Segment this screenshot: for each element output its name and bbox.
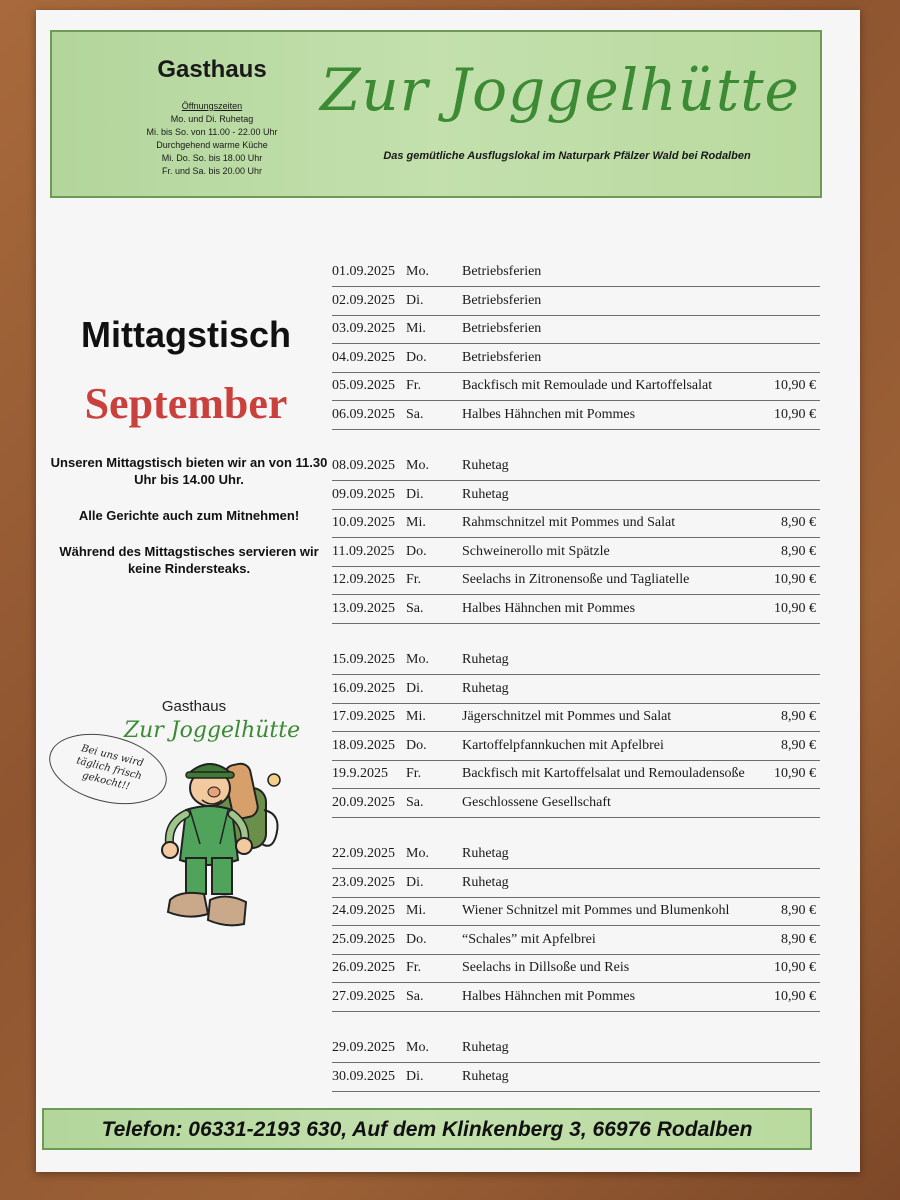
menu-dish: Ruhetag [462,846,509,861]
menu-row [332,260,820,287]
menu-date: 30.09.2025 [332,1068,395,1084]
opening-hours-line: Mo. und Di. Ruhetag [170,114,254,124]
menu-row [332,677,820,704]
opening-hours-title: Öffnungszeiten [181,101,243,111]
menu-date: 08.09.2025 [332,458,395,473]
menu-dish: Rahmschnitzel mit Pommes und Salat [462,515,676,531]
note-serving-time: Unseren Mittagstisch bieten wir an von 11.30 Uhr bis 14.00 Uhr. [50,455,328,487]
menu-row [332,483,820,510]
speech-bubble-text: Bei uns wird täglich frisch gekocht!! [75,743,145,793]
menu-dish: Jägerschnitzel mit Pommes und Salat [462,709,672,725]
menu-weekday: Fr. [406,572,422,588]
menu-price: 8,90 € [781,515,816,531]
menu-weekday: Do. [406,737,427,753]
menu-dish: Ruhetag [462,458,509,473]
menu-weekday: Di. [406,292,424,308]
menu-dish: Halbes Hähnchen mit Pommes [462,989,636,1004]
opening-hours-line: Fr. und Sa. bis 20.00 Uhr [161,166,263,176]
menu-date: 22.09.2025 [332,846,395,861]
contact-info: Telefon: 06331-2193 630, Auf dem Klinkenberg 3, 66976 Rodalben [101,1118,753,1141]
menu-date: 10.09.2025 [332,515,395,531]
menu-date: 06.09.2025 [332,407,395,422]
menu-weekday: Di. [406,1068,424,1084]
menu-weekday: Mi. [406,709,426,725]
menu-dish: Ruhetag [462,1068,509,1084]
menu-weekday: Fr. [406,766,422,782]
menu-row [332,842,820,869]
menu-row [332,705,820,732]
menu-price: 8,90 € [781,737,816,753]
menu-weekday: Sa. [406,601,424,616]
menu-date: 05.09.2025 [332,378,395,394]
menu-weekday: Sa. [406,795,424,810]
menu-weekday: Do. [406,931,427,947]
menu-date: 12.09.2025 [332,572,395,588]
menu-date: 23.09.2025 [332,874,395,890]
menu-weekday: Do. [406,349,427,365]
menu-dish: Backfisch mit Remoulade und Kartoffelsalat [462,378,713,394]
menu-row [332,346,820,373]
menu-dish: Betriebsferien [462,264,542,279]
logo-gasthaus-label: Gasthaus [161,698,227,715]
menu-row [332,403,820,430]
menu-dish: Halbes Hähnchen mit Pommes [462,407,636,422]
menu-date: 15.09.2025 [332,652,395,667]
menu-weekday: Fr. [406,960,422,976]
menu-dish: Betriebsferien [462,292,542,308]
menu-date: 19.9.2025 [332,766,388,782]
menu-dish: Kartoffelpfannkuchen mit Apfelbrei [462,737,664,753]
menu-weekday: Fr. [406,378,422,394]
menu-weekday: Sa. [406,407,424,422]
menu-dish: “Schales” mit Apfelbrei [462,931,596,947]
menu-row [332,289,820,316]
menu-date: 29.09.2025 [332,1040,395,1055]
menu-dish: Schweinerollo mit Spätzle [462,543,610,559]
menu-date: 11.09.2025 [332,543,395,559]
menu-weekday: Di. [406,874,424,890]
menu-price: 10,90 € [774,407,816,422]
menu-date: 18.09.2025 [332,737,395,753]
restaurant-tagline: Das gemütliche Ausflugslokal im Naturpark Pfälzer Wald bei Rodalben [383,150,751,162]
opening-hours-line: Mi. bis So. von 11.00 - 22.00 Uhr [146,127,278,137]
menu-row [332,791,820,818]
menu-weekday: Mo. [406,264,429,279]
menu-price: 8,90 € [781,543,816,559]
month-title: September [84,379,288,428]
menu-dish: Ruhetag [462,680,509,696]
menu-row [332,899,820,926]
menu-weekday: Di. [406,486,424,502]
menu-dish: Wiener Schnitzel mit Pommes und Blumenkohl [462,903,730,919]
menu-sheet [36,10,860,1172]
menu-price: 10,90 € [774,766,816,782]
menu-date: 01.09.2025 [332,264,395,279]
menu-dish: Ruhetag [462,486,509,502]
menu-row [332,956,820,983]
menu-row [332,317,820,344]
menu-price: 10,90 € [774,989,816,1004]
menu-weekday: Mo. [406,458,429,473]
opening-hours-line: Durchgehend warme Küche [156,140,268,150]
menu-row [332,511,820,538]
menu-price: 8,90 € [781,903,816,919]
menu-dish: Ruhetag [462,1040,509,1055]
menu-price: 10,90 € [774,601,816,616]
menu-date: 20.09.2025 [332,795,395,810]
menu-date: 04.09.2025 [332,349,395,365]
menu-row [332,871,820,898]
menu-row [332,540,820,567]
menu-weekday: Mo. [406,652,429,667]
menu-dish: Betriebsferien [462,321,542,337]
restaurant-name: Zur Joggelhütte [320,56,800,124]
menu-price: 10,90 € [774,572,816,588]
menu-weekday: Do. [406,543,427,559]
menu-row [332,454,820,481]
header-gasthaus-label: Gasthaus [157,56,267,83]
info-notes [48,454,330,596]
menu-price: 8,90 € [781,709,816,725]
menu-price: 10,90 € [774,960,816,976]
page-title: Mittagstisch [80,314,292,355]
menu-dish: Betriebsferien [462,349,542,365]
menu-weekday: Mi. [406,903,426,919]
menu-dish: Ruhetag [462,652,509,667]
menu-date: 16.09.2025 [332,680,395,696]
menu-row [332,597,820,624]
opening-hours [112,100,312,178]
menu-row [332,568,820,595]
menu-weekday: Mo. [406,1040,429,1055]
note-takeaway: Alle Gerichte auch zum Mitnehmen! [78,508,300,523]
menu-dish: Ruhetag [462,874,509,890]
menu-date: 25.09.2025 [332,931,395,947]
menu-date: 13.09.2025 [332,601,395,616]
menu-weekday: Mo. [406,846,429,861]
menu-price: 10,90 € [774,378,816,394]
footer-banner [42,1108,812,1150]
menu-row [332,648,820,675]
menu-date: 03.09.2025 [332,321,395,337]
menu-row [332,928,820,955]
opening-hours-line: Mi. Do. So. bis 18.00 Uhr [161,153,263,163]
menu-dish: Halbes Hähnchen mit Pommes [462,601,636,616]
menu-weekday: Mi. [406,321,426,337]
hiker-mascot-icon [124,750,294,940]
menu-date: 17.09.2025 [332,709,395,725]
menu-date: 02.09.2025 [332,292,395,308]
menu-weekday: Mi. [406,515,426,531]
menu-row [332,734,820,761]
menu-date: 27.09.2025 [332,989,395,1004]
menu-row [332,374,820,401]
menu-date: 24.09.2025 [332,903,395,919]
menu-dish: Seelachs in Zitronensoße und Tagliatelle [462,572,690,588]
menu-row [332,1036,820,1063]
menu-weekday: Di. [406,680,424,696]
menu-date: 09.09.2025 [332,486,395,502]
menu-date: 26.09.2025 [332,960,395,976]
menu-row [332,985,820,1012]
menu-dish: Seelachs in Dillsoße und Reis [462,960,630,976]
header-banner [50,30,822,198]
menu-weekday: Sa. [406,989,424,1004]
menu-dish: Backfisch mit Kartoffelsalat und Remouladensoße [462,766,745,782]
menu-row [332,1065,820,1092]
note-no-steaks: Während des Mittagstisches servieren wir keine Rindersteaks. [59,544,319,576]
menu-dish: Geschlossene Gesellschaft [462,795,611,810]
logo-restaurant-name: Zur Joggelhütte [123,718,301,743]
menu-price: 8,90 € [781,931,816,947]
menu-row [332,762,820,789]
